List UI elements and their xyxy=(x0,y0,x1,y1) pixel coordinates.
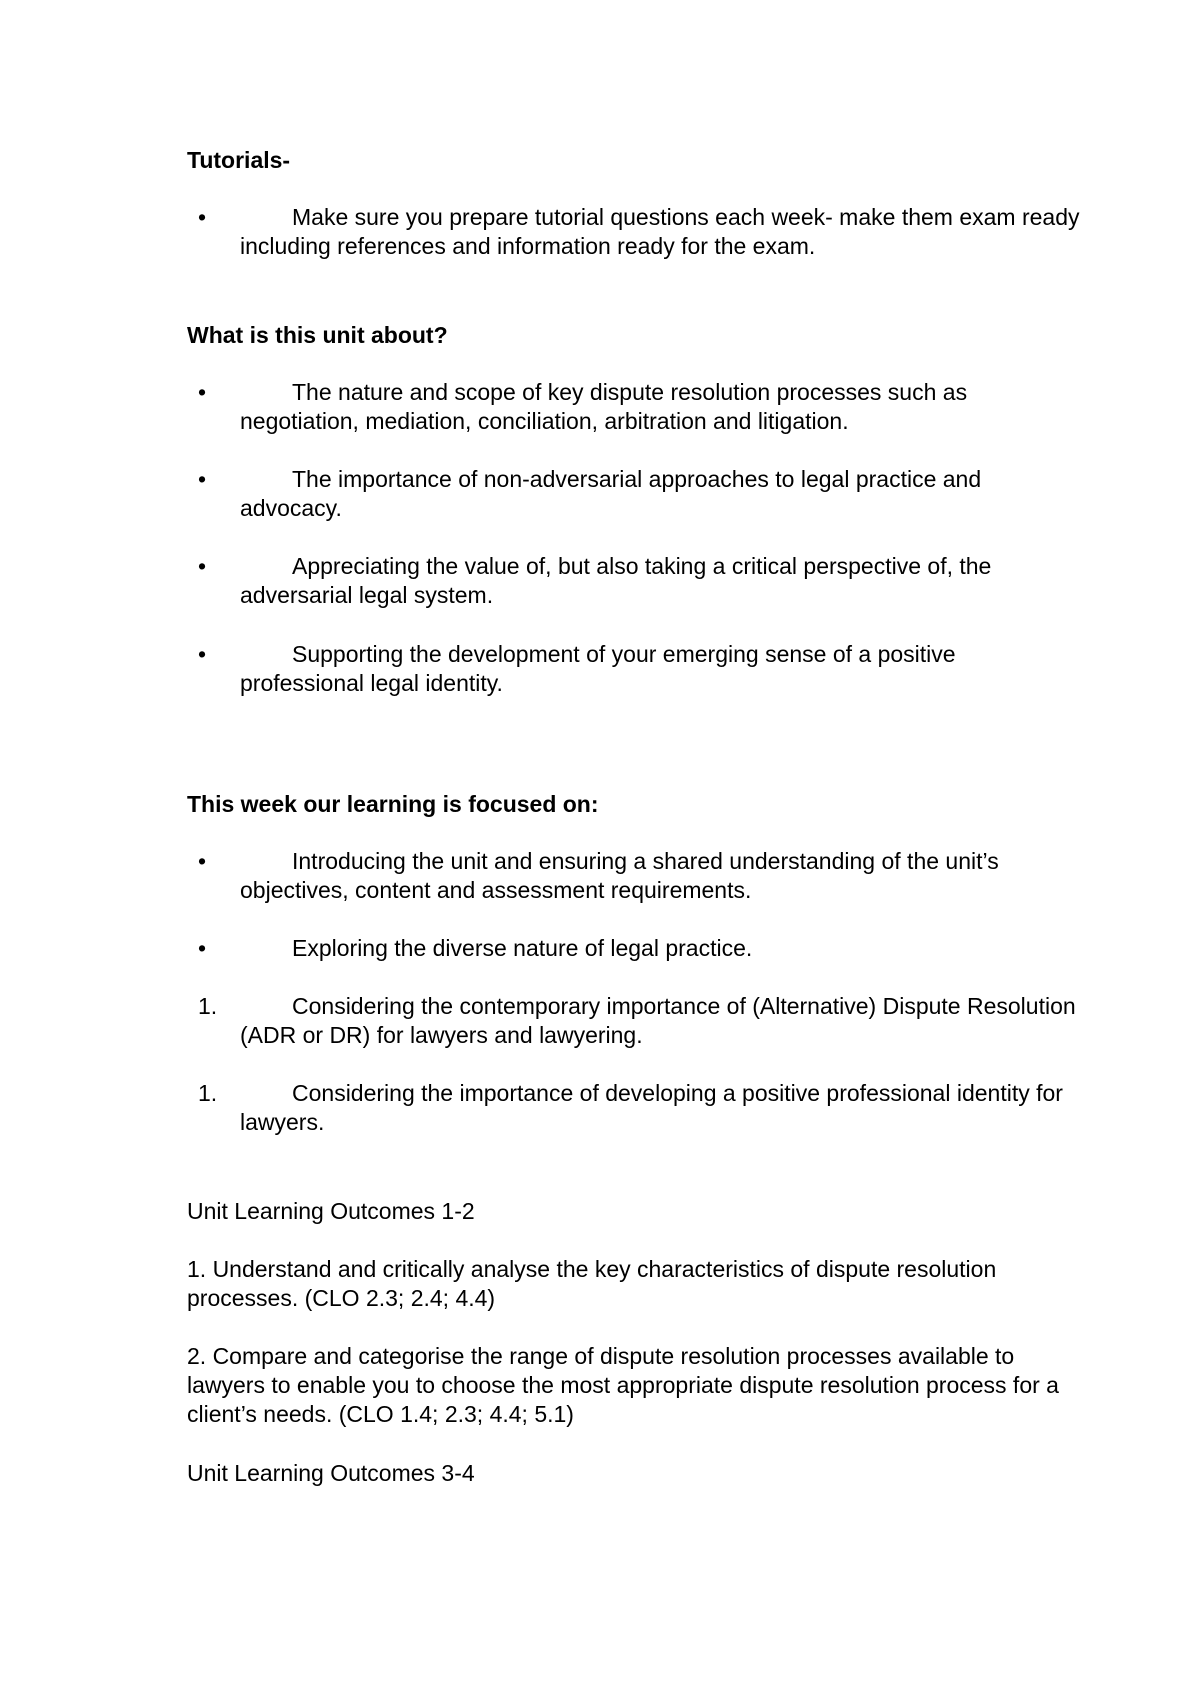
outcomes-3-4-heading: Unit Learning Outcomes 3-4 xyxy=(187,1460,475,1486)
list-item-text: Supporting the development of your emerging sense of a positive professional legal identity. xyxy=(240,641,956,696)
list-item xyxy=(198,1079,1078,1137)
list-item xyxy=(198,378,1078,436)
list-item xyxy=(198,934,1078,963)
list-item-text: Make sure you prepare tutorial questions each week- make them exam ready including references and information ready for the exam. xyxy=(240,204,1080,259)
list-item-text: The importance of non-adversarial approaches to legal practice and advocacy. xyxy=(240,466,982,521)
list-item xyxy=(198,465,1078,523)
this-week-heading: This week our learning is focused on: xyxy=(187,791,599,817)
bullet-marker: • xyxy=(198,935,207,961)
number-marker: 1. xyxy=(198,1080,218,1106)
list-item xyxy=(198,640,1078,698)
learning-outcome: 1. Understand and critically analyse the key characteristics of dispute resolution processes. (CLO 2.3; 2.4; 4.4) xyxy=(187,1256,997,1311)
list-item-text: Appreciating the value of, but also taking a critical perspective of, the adversarial legal system. xyxy=(240,553,992,608)
bullet-marker: • xyxy=(198,466,207,492)
list-item-text: Introducing the unit and ensuring a shared understanding of the unit’s objectives, content and assessment requirements. xyxy=(240,848,999,903)
list-item-text: Considering the importance of developing a positive professional identity for lawyers. xyxy=(240,1080,1063,1135)
list-item xyxy=(198,847,1078,905)
bullet-marker: • xyxy=(198,553,207,579)
outcomes-1-2-heading: Unit Learning Outcomes 1-2 xyxy=(187,1198,475,1224)
tutorials-heading: Tutorials- xyxy=(187,147,291,173)
list-item-text: The nature and scope of key dispute resolution processes such as negotiation, mediation, conciliation, arbitration and litigation. xyxy=(240,379,968,434)
list-item xyxy=(198,203,1078,261)
bullet-marker: • xyxy=(198,848,207,874)
list-item-text: Exploring the diverse nature of legal practice. xyxy=(292,935,753,961)
number-marker: 1. xyxy=(198,993,218,1019)
unit-about-heading: What is this unit about? xyxy=(187,322,448,348)
list-item xyxy=(198,552,1078,610)
bullet-marker: • xyxy=(198,641,207,667)
bullet-marker: • xyxy=(198,204,207,230)
bullet-marker: • xyxy=(198,379,207,405)
list-item-text: Considering the contemporary importance of (Alternative) Dispute Resolution (ADR or DR) for lawyers and lawyering. xyxy=(240,993,1076,1048)
list-item xyxy=(198,992,1078,1050)
learning-outcome: 2. Compare and categorise the range of dispute resolution processes available to lawyers to enable you to choose the most appropriate dispute resolution process for a client’s needs. (CLO 1.4; 2.3; 4.4; 5.1) xyxy=(187,1343,1059,1427)
